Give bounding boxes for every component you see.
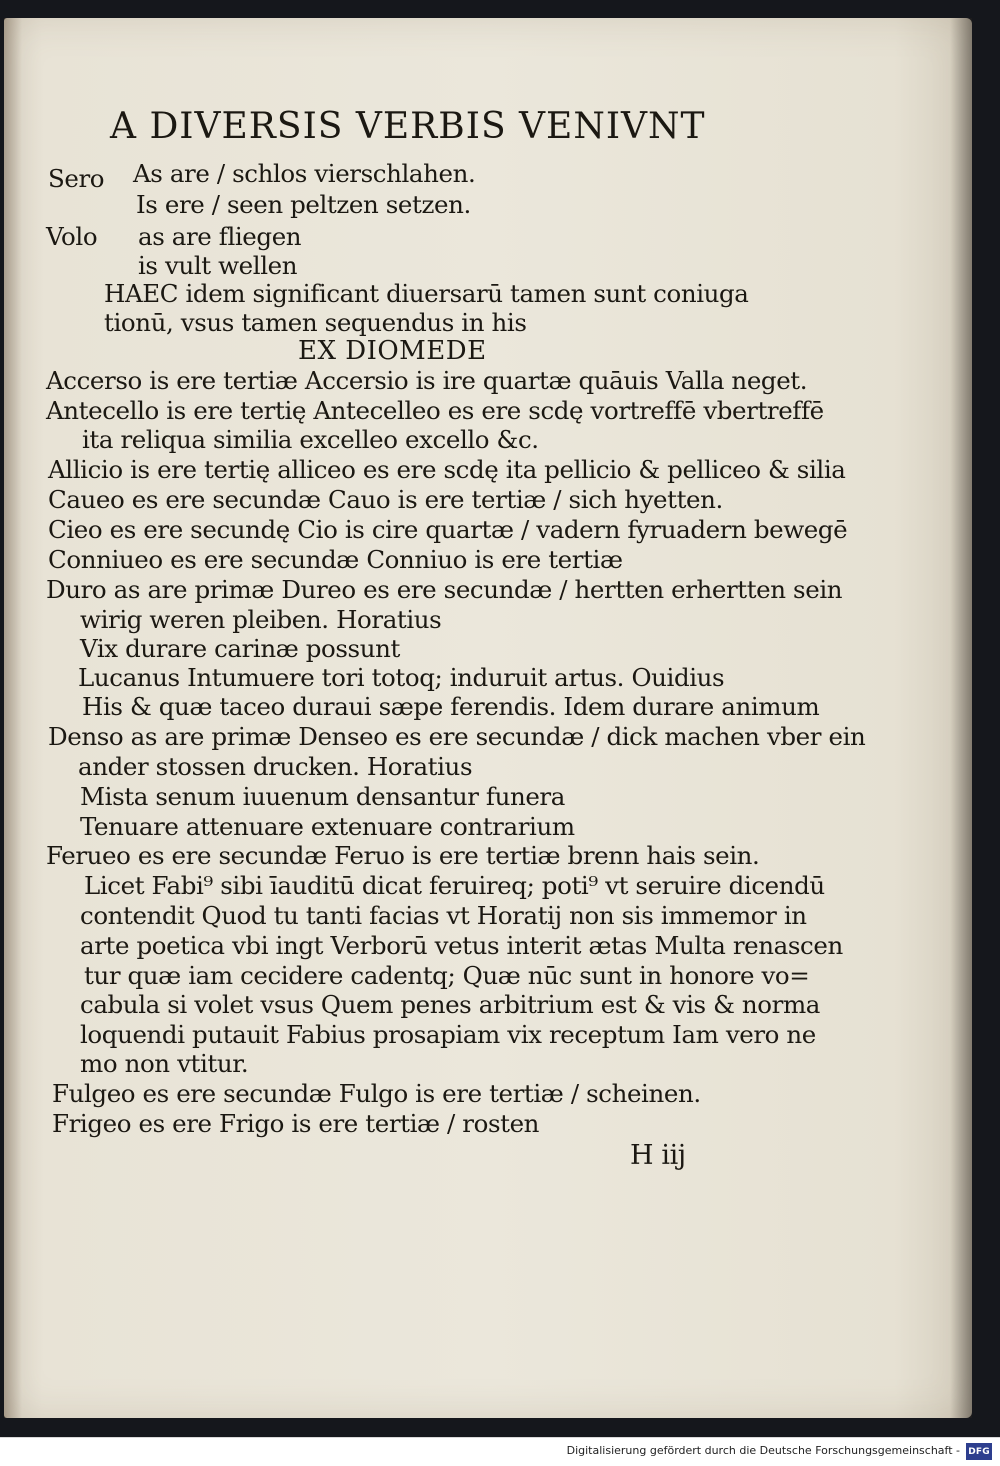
text-line: Antecello is ere tertię Antecelleo es ere scdę vortreffē vbertreffē [46,396,824,425]
verb-entry: Sero [48,164,105,193]
spine-shadow [4,18,22,1418]
text-line: arte poetica vbi ingt Verborū vetus interit ætas Multa renascen [80,931,843,960]
text-line: loquendi putauit Fabius prosapiam vix receptum Iam vero ne [80,1020,816,1049]
footer-bar [0,1437,1000,1466]
text-line: as are fliegen [138,222,302,251]
signature-mark: H iij [630,1140,686,1171]
text-line: Frigeo es ere Frigo is ere tertiæ / rosten [52,1109,540,1138]
text-line: ander stossen drucken. Horatius [78,752,473,781]
text-line: is vult wellen [138,251,298,280]
text-line: HAEC idem significant diuersarū tamen sunt coniuga [104,279,749,308]
text-line: Accerso is ere tertiæ Accersio is ire quartæ quāuis Valla neget. [46,366,808,395]
text-line: Cieo es ere secundę Cio is cire quartæ / vadern fyruadern bewegē [48,515,848,544]
text-line: Allicio is ere tertię alliceo es ere scdę ita pellicio & pelliceo & silia [48,455,846,484]
dfg-logo: DFG [966,1443,992,1460]
text-line: As are / schlos vierschlahen. [133,159,476,188]
text-line: Vix durare carinæ possunt [80,634,400,663]
text-line: ita reliqua similia excelleo excello &c. [82,425,539,454]
text-line: Caueo es ere secundæ Cauo is ere tertiæ / sich hyetten. [48,485,723,514]
page-edge-shadow [950,18,972,1418]
text-line: Denso as are primæ Denseo es ere secundæ / dick machen vber ein [48,722,866,751]
verb-entry: Volo [46,222,98,251]
footer-credit: Digitalisierung gefördert durch die Deutsche Forschungsgemeinschaft - [566,1444,960,1457]
text-line: Is ere / seen peltzen setzen. [136,190,471,219]
text-line: contendit Quod tu tanti facias vt Horatij non sis immemor in [80,901,807,930]
text-line: Licet Fabi⁹ sibi īauditū dicat feruireq; poti⁹ vt seruire dicendū [84,871,825,900]
text-line: Duro as are primæ Dureo es ere secundæ / hertten erhertten sein [46,575,843,604]
text-line: Mista senum iuuenum densantur funera [80,782,565,811]
text-line: cabula si volet vsus Quem penes arbitrium est & vis & norma [80,990,820,1019]
text-line: Lucanus Intumuere tori totoq; induruit artus. Ouidius [78,663,725,692]
text-line: tionū, vsus tamen sequendus in his [104,308,527,337]
text-line: wirig weren pleiben. Horatius [80,605,442,634]
text-line: mo non vtitur. [80,1049,249,1078]
text-line: His & quæ taceo duraui sæpe ferendis. Idem durare animum [82,692,820,721]
page-header: A DIVERSIS VERBIS VENIVNT [110,106,706,147]
text-line: tur quæ iam cecidere cadentq; Quæ nūc sunt in honore vo= [84,961,810,990]
text-line: Ferueo es ere secundæ Feruo is ere tertiæ brenn hais sein. [46,841,760,870]
text-line: Fulgeo es ere secundæ Fulgo is ere tertiæ / scheinen. [52,1079,701,1108]
section-heading: EX DIOMEDE [298,336,487,366]
text-line: Tenuare attenuare extenuare contrarium [80,812,575,841]
text-line: Conniueo es ere secundæ Conniuo is ere tertiæ [48,545,623,574]
